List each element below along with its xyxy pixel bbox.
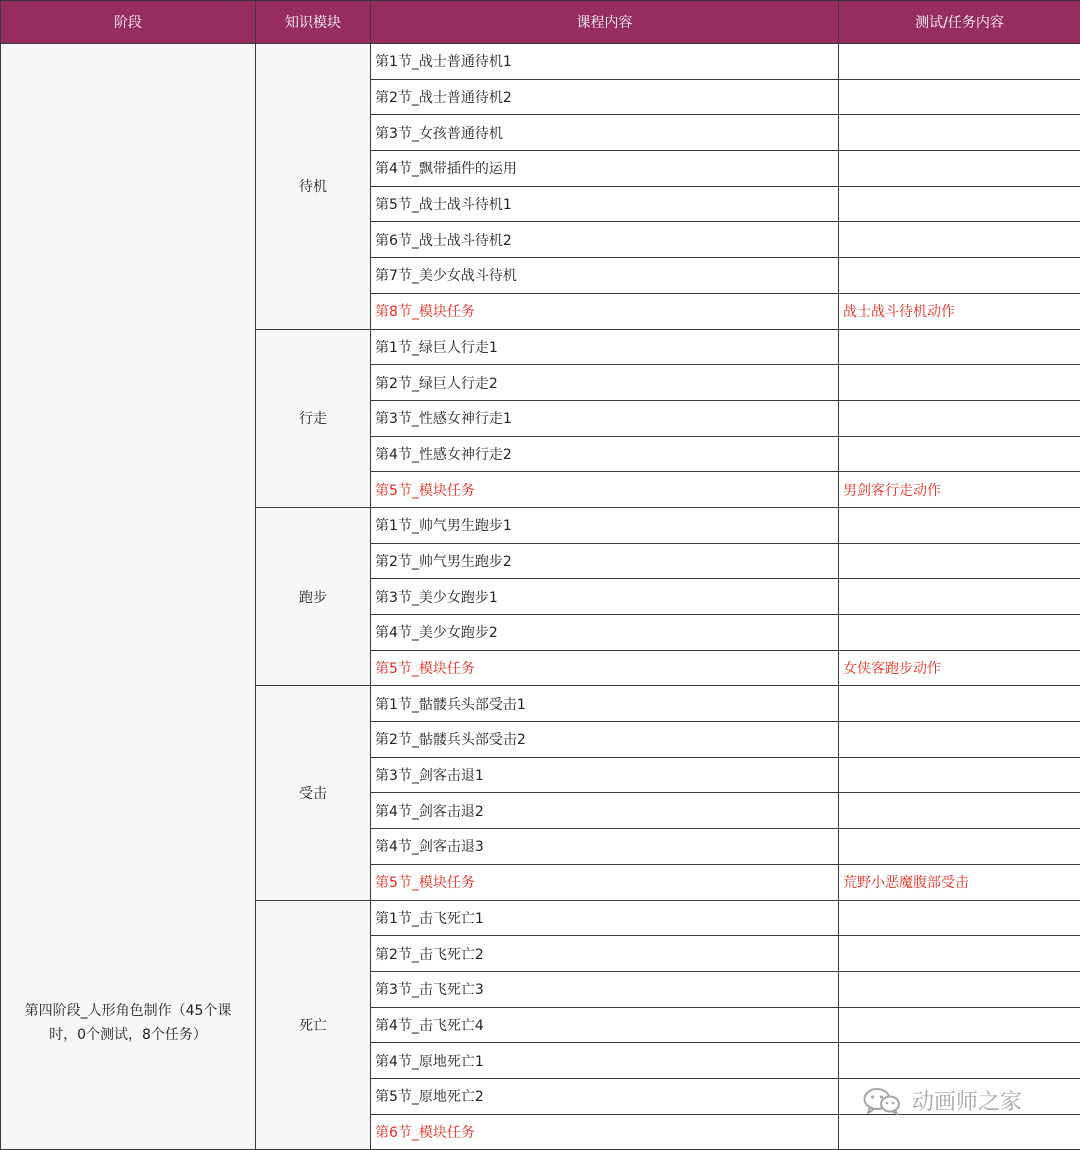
lesson-content-cell: 第6节_模块任务	[371, 1114, 839, 1150]
task-content-cell	[839, 793, 1080, 829]
stage-cell	[1, 44, 256, 1150]
lesson-content-cell: 第5节_模块任务	[371, 650, 839, 686]
lesson-content-cell: 第6节_战士战斗待机2	[371, 222, 839, 258]
lesson-content-cell: 第3节_女孩普通待机	[371, 115, 839, 151]
lesson-content-cell: 第4节_击飞死亡4	[371, 1007, 839, 1043]
lesson-content-cell: 第8节_模块任务	[371, 293, 839, 329]
task-content-cell	[839, 258, 1080, 294]
task-content-cell: 战士战斗待机动作	[839, 293, 1080, 329]
task-content-cell	[839, 400, 1080, 436]
lesson-content-cell: 第1节_帅气男生跑步1	[371, 507, 839, 543]
task-content-cell	[839, 329, 1080, 365]
lesson-content-cell: 第1节_击飞死亡1	[371, 900, 839, 936]
lesson-content-cell: 第5节_原地死亡2	[371, 1078, 839, 1114]
lesson-content-cell: 第4节_飘带插件的运用	[371, 151, 839, 187]
lesson-content-cell: 第4节_剑客击退2	[371, 793, 839, 829]
task-content-cell	[839, 1043, 1080, 1079]
lesson-content-cell: 第1节_绿巨人行走1	[371, 329, 839, 365]
module-cell: 跑步	[256, 507, 371, 685]
task-content-cell	[839, 436, 1080, 472]
task-content-cell	[839, 1114, 1080, 1150]
task-content-cell	[839, 365, 1080, 401]
module-cell: 行走	[256, 329, 371, 507]
lesson-content-cell: 第2节_绿巨人行走2	[371, 365, 839, 401]
wechat-icon	[862, 1086, 902, 1116]
lesson-content-cell: 第5节_模块任务	[371, 864, 839, 900]
lesson-content-cell: 第7节_美少女战斗待机	[371, 258, 839, 294]
task-content-cell	[839, 936, 1080, 972]
lesson-content-cell: 第1节_战士普通待机1	[371, 44, 839, 80]
task-content-cell	[839, 900, 1080, 936]
task-content-cell: 女侠客跑步动作	[839, 650, 1080, 686]
lesson-content-cell: 第3节_美少女跑步1	[371, 579, 839, 615]
lesson-content-cell: 第4节_美少女跑步2	[371, 615, 839, 651]
header-row	[1, 1, 1080, 44]
lesson-content-cell: 第2节_骷髅兵头部受击2	[371, 722, 839, 758]
task-content-cell: 男剑客行走动作	[839, 472, 1080, 508]
task-content-cell	[839, 115, 1080, 151]
header-task: 测试/任务内容	[839, 1, 1080, 44]
module-cell: 死亡	[256, 900, 371, 1150]
module-cell: 待机	[256, 44, 371, 330]
task-content-cell	[839, 722, 1080, 758]
lesson-content-cell: 第2节_战士普通待机2	[371, 79, 839, 115]
header-stage: 阶段	[1, 1, 256, 44]
table-body	[1, 44, 1080, 1150]
lesson-content-cell: 第3节_剑客击退1	[371, 757, 839, 793]
lesson-content-cell: 第4节_原地死亡1	[371, 1043, 839, 1079]
lesson-content-cell: 第4节_性感女神行走2	[371, 436, 839, 472]
task-content-cell	[839, 1007, 1080, 1043]
task-content-cell	[839, 79, 1080, 115]
task-content-cell: 荒野小恶魔腹部受击	[839, 864, 1080, 900]
task-content-cell	[839, 186, 1080, 222]
lesson-content-cell: 第4节_剑客击退3	[371, 829, 839, 865]
lesson-content-cell: 第5节_模块任务	[371, 472, 839, 508]
watermark-text: 动画师之家	[912, 1090, 1023, 1115]
lesson-content-cell: 第3节_性感女神行走1	[371, 400, 839, 436]
task-content-cell	[839, 579, 1080, 615]
task-content-cell	[839, 757, 1080, 793]
lesson-content-cell: 第2节_击飞死亡2	[371, 936, 839, 972]
task-content-cell	[839, 971, 1080, 1007]
header-content: 课程内容	[371, 1, 839, 44]
task-content-cell	[839, 151, 1080, 187]
table-row	[1, 44, 1080, 80]
lesson-content-cell: 第3节_击飞死亡3	[371, 971, 839, 1007]
task-content-cell	[839, 615, 1080, 651]
lesson-content-cell: 第2节_帅气男生跑步2	[371, 543, 839, 579]
module-cell: 受击	[256, 686, 371, 900]
lesson-content-cell: 第5节_战士战斗待机1	[371, 186, 839, 222]
task-content-cell	[839, 507, 1080, 543]
lesson-content-cell: 第1节_骷髅兵头部受击1	[371, 686, 839, 722]
task-content-cell	[839, 44, 1080, 80]
header-module: 知识模块	[256, 1, 371, 44]
watermark	[862, 1085, 1022, 1116]
task-content-cell	[839, 543, 1080, 579]
task-content-cell	[839, 686, 1080, 722]
task-content-cell	[839, 829, 1080, 865]
task-content-cell	[839, 222, 1080, 258]
stage-label: 第四阶段_人形角色制作（45个课时，0个测试，8个任务）	[24, 1003, 232, 1043]
